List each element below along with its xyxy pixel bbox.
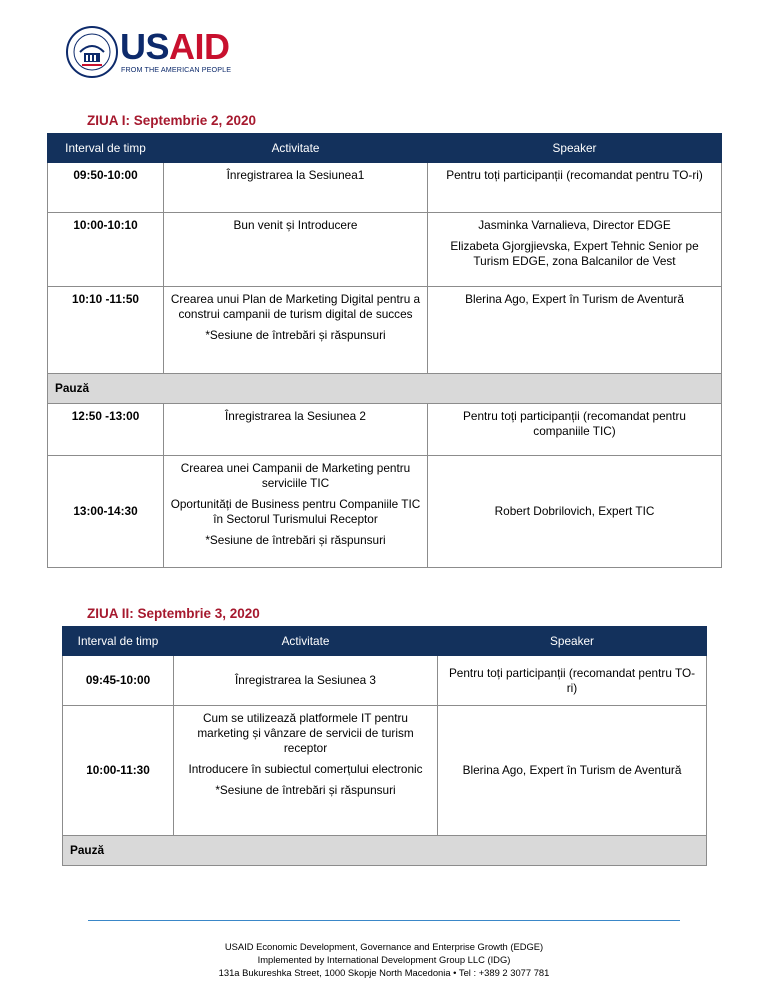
- footer-line-1: USAID Economic Development, Governance and Enterprise Growth (EDGE): [224, 941, 544, 952]
- usaid-wordmark: USAID: [120, 26, 230, 67]
- pause-label: Pauză: [63, 836, 707, 866]
- table-row: [48, 163, 722, 213]
- usaid-tagline: FROM THE AMERICAN PEOPLE: [121, 65, 232, 74]
- usaid-logo: [66, 26, 236, 82]
- speaker-cell: Blerina Ago, Expert în Turism de Aventură: [428, 287, 722, 374]
- header-row: [48, 134, 722, 163]
- col-header-speaker: Speaker: [438, 627, 707, 656]
- table-row: [63, 656, 707, 706]
- day2-title: ZIUA II: Septembrie 3, 2020: [87, 606, 260, 621]
- day2-table: [62, 626, 707, 866]
- activity-cell: Înregistrarea la Sesiunea1: [164, 163, 428, 213]
- col-header-time: Interval de timp: [63, 627, 174, 656]
- activity-cell: Crearea unei Campanii de Marketing pentru serviciile TIC Oportunități de Business pentru Companiile TIC în Sectorul Turismului Receptor *Sesiune de întrebări și răspunsuri: [164, 456, 428, 568]
- activity-cell: Înregistrarea la Sesiunea 3: [174, 656, 438, 706]
- speaker-cell: Pentru toți participanții (recomandat pentru TO-ri): [438, 656, 707, 706]
- col-header-time: Interval de timp: [48, 134, 164, 163]
- speaker-cell: Pentru toți participanții (recomandat pentru TO-ri): [428, 163, 722, 213]
- usaid-seal-icon: [66, 26, 118, 78]
- day1-title: ZIUA I: Septembrie 2, 2020: [87, 113, 257, 128]
- time-cell: 10:00-11:30: [63, 706, 174, 836]
- table-row: [48, 404, 722, 456]
- speaker-cell: Robert Dobrilovich, Expert TIC: [428, 456, 722, 568]
- col-header-activity: Activitate: [174, 627, 438, 656]
- speaker-cell: Jasminka Varnalieva, Director EDGE Elizabeta Gjorgjievska, Expert Tehnic Senior pe Turism EDGE, zona Balcanilor de Vest: [428, 213, 722, 287]
- time-cell: 09:45-10:00: [63, 656, 174, 706]
- activity-cell: Crearea unui Plan de Marketing Digital pentru a construi campanii de turism digital de succes *Sesiune de întrebări și răspunsuri: [164, 287, 428, 374]
- footer-line-2: Implemented by International Development Group LLC (IDG): [257, 954, 511, 965]
- speaker-cell: Blerina Ago, Expert în Turism de Aventură: [438, 706, 707, 836]
- pause-label: Pauză: [48, 374, 722, 404]
- pause-row: [48, 374, 722, 404]
- footer: [0, 940, 768, 979]
- speaker-cell: Pentru toți participanții (recomandat pentru companiile TIC): [428, 404, 722, 456]
- time-cell: 13:00-14:30: [48, 456, 164, 568]
- table-row: [63, 706, 707, 836]
- time-cell: 09:50-10:00: [48, 163, 164, 213]
- day1-table: [47, 133, 722, 568]
- activity-cell: Cum se utilizează platformele IT pentru marketing și vânzare de servicii de turism receptor Introducere în subiectul comerțului electronic *Sesiune de întrebări și răspunsuri: [174, 706, 438, 836]
- activity-cell: Înregistrarea la Sesiunea 2: [164, 404, 428, 456]
- table-row: [48, 456, 722, 568]
- footer-divider: [88, 920, 680, 921]
- time-cell: 12:50 -13:00: [48, 404, 164, 456]
- table-row: [48, 287, 722, 374]
- pause-row: [63, 836, 707, 866]
- activity-cell: Bun venit și Introducere: [164, 213, 428, 287]
- footer-line-3: 131a Bukureshka Street, 1000 Skopje North Macedonia • Tel : +389 2 3077 781: [218, 967, 550, 978]
- header-row: [63, 627, 707, 656]
- time-cell: 10:00-10:10: [48, 213, 164, 287]
- col-header-speaker: Speaker: [428, 134, 722, 163]
- col-header-activity: Activitate: [164, 134, 428, 163]
- time-cell: 10:10 -11:50: [48, 287, 164, 374]
- table-row: [48, 213, 722, 287]
